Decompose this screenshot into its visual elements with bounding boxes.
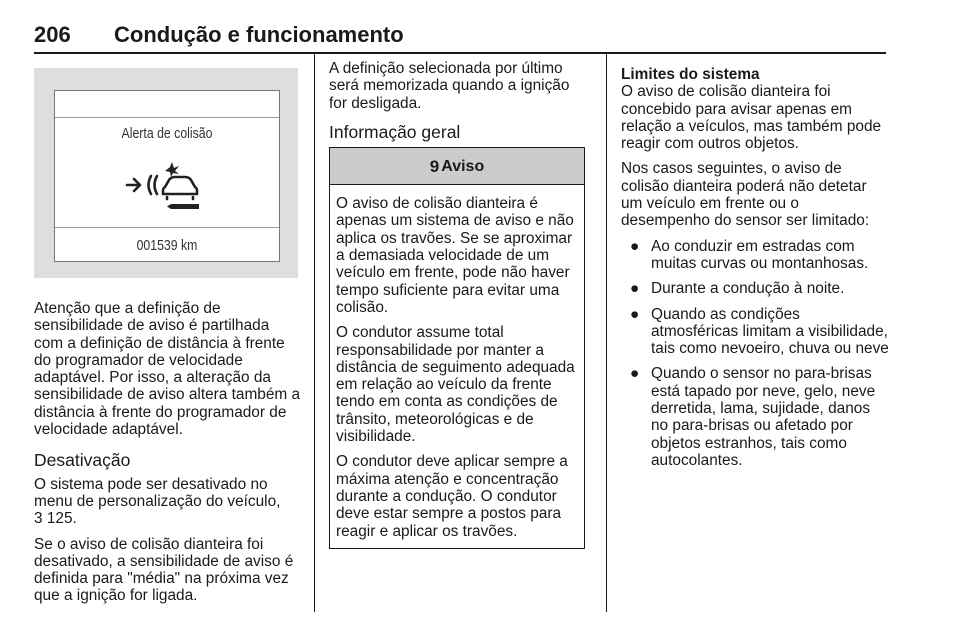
intro-paragraph: Atenção que a definição de sensibilidade de aviso é partilhada com a definição de distância à frente do programador de velocidade adaptável. Por isso, a alteração da sensibilidade de aviso altera também a distância à frente do programador de velocidade adaptável. [34, 300, 301, 439]
page-number: 206 [34, 22, 71, 47]
forward-collision-alert-icon [123, 159, 213, 211]
bullet-icon: ● [630, 365, 640, 383]
chapter-title: Condução e funcionamento [114, 22, 404, 47]
list-item [621, 365, 889, 469]
display-divider [55, 117, 279, 118]
section-heading-system-limits: Limites do sistema [621, 66, 760, 83]
odometer-readout: 001539 km [136, 237, 198, 254]
column-divider [606, 52, 607, 612]
bullet-icon: ● [630, 305, 640, 323]
warning-header [330, 148, 584, 185]
list-item-text: Quando as condições atmosféricas limitam a visibilidade, tais como nevoeiro, chuva ou neve [651, 305, 889, 358]
warning-paragraph: O aviso de colisão dianteira é apenas um sistema de aviso e não aplica os travões. Se se aproximar a demasiada velocidade de um veículo em frente, pode não haver tempo suficiente para evitar uma colisão. [336, 195, 574, 316]
paragraph [34, 476, 302, 528]
warning-title: Aviso [441, 157, 485, 175]
display-divider [55, 227, 279, 228]
warning-icon: 9 [429, 156, 440, 176]
paragraph: O aviso de colisão dianteira foi concebido para avisar apenas em relação a veículos, mas também pode reagir com outros objetos. [621, 83, 882, 153]
paragraph: Se o aviso de colisão dianteira foi desativado, a sensibilidade de aviso é definida para "média" na próxima vez que a ignição for ligada. [34, 535, 294, 605]
paragraph-text: O sistema pode ser desativado no menu de personalização do veículo, [34, 475, 281, 510]
warning-body [330, 185, 584, 540]
bullet-icon: ● [630, 237, 640, 255]
bullet-icon: ● [630, 280, 640, 298]
page-reference: 125. [46, 510, 77, 528]
paragraph: A definição selecionada por último será memorizada quando a ignição for desligada. [329, 60, 570, 112]
page-header [34, 22, 886, 54]
list-item-text: Quando o sensor no para-brisas está tapado por neve, gelo, neve derretida, lama, sujidade, danos no para-brisas ou afetado por objetos estranhos, tais como autocolantes. [651, 365, 876, 469]
list-item-text: Ao conduzir em estradas com muitas curvas ou montanhosas. [651, 237, 869, 272]
list-item-text: Durante a condução à noite. [651, 280, 845, 298]
paragraph: Nos casos seguintes, o aviso de colisão dianteira poderá não detetar um veículo em frente ou o desempenho do sensor ser limitado: [621, 160, 870, 230]
warning-paragraph: O condutor deve aplicar sempre a máxima atenção e concentração durante a condução. O condutor deve estar sempre a postos para reagir e aplicar os travões. [336, 453, 568, 540]
display-title: Alerta de colisão [121, 125, 213, 142]
list-item [621, 238, 889, 273]
page-reference-icon: 3 [34, 510, 43, 528]
limits-list [621, 238, 889, 470]
list-item [621, 280, 889, 297]
instrument-display [54, 90, 280, 262]
column-left [34, 60, 302, 613]
column-right [621, 60, 889, 477]
display-illustration [34, 68, 298, 278]
warning-paragraph: O condutor assume total responsabilidade por manter a distância de seguimento adequada em relação ao veículo da frente tendo em conta as condições de trânsito, meteorológicas e de visibilidade. [336, 324, 575, 446]
warning-box [329, 147, 585, 549]
list-item [621, 306, 889, 358]
section-heading-general-info: Informação geral [329, 121, 461, 142]
column-middle [329, 60, 591, 549]
column-divider [314, 52, 315, 612]
section-heading-deactivation: Desativação [34, 450, 131, 471]
